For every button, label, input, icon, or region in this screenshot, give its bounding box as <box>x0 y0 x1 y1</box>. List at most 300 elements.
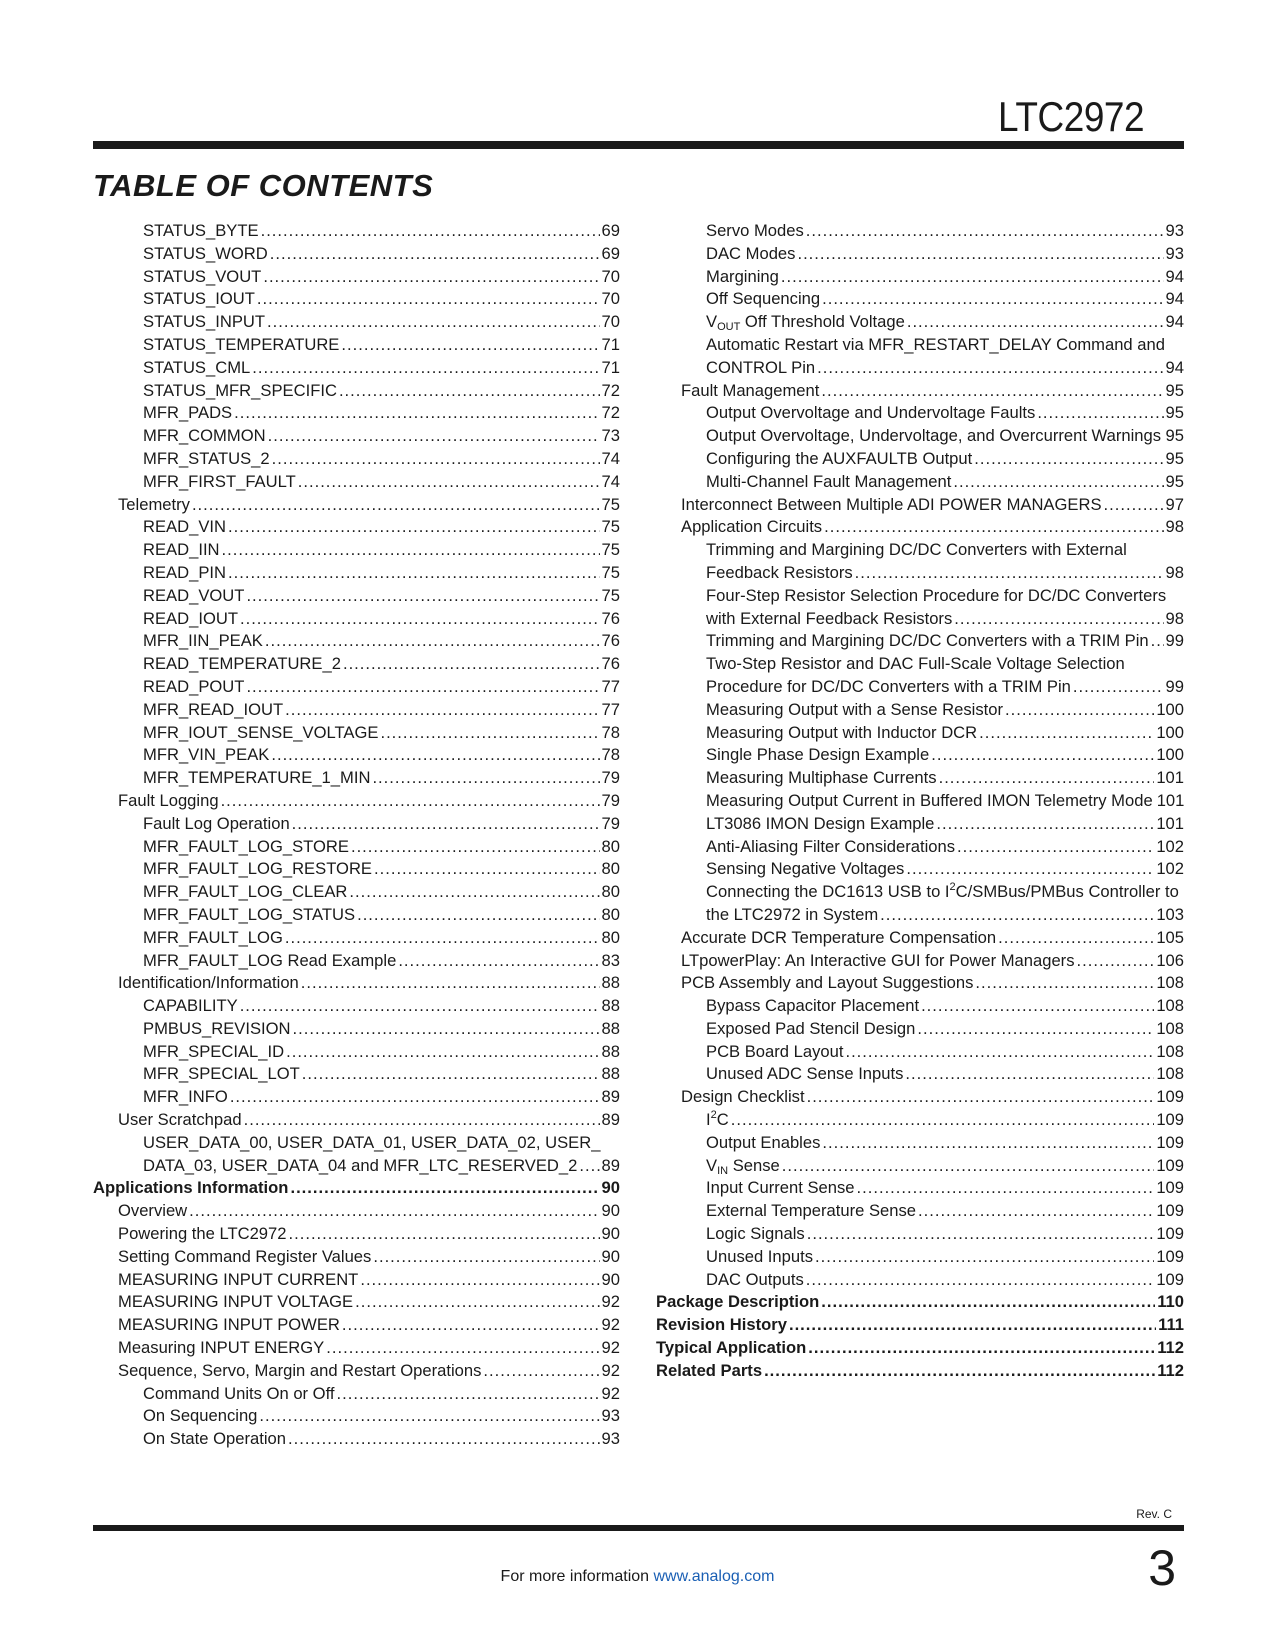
toc-entry[interactable] <box>93 950 620 973</box>
dot-leader <box>808 1337 1155 1360</box>
toc-entry[interactable] <box>93 1018 620 1041</box>
dot-leader <box>326 1337 599 1360</box>
toc-page-number: 79 <box>601 813 620 833</box>
toc-entry[interactable] <box>93 1337 620 1360</box>
toc-entry-title: Command Units On or Off <box>143 1383 335 1403</box>
toc-entry-title: MFR_SPECIAL_ID <box>143 1041 285 1061</box>
toc-entry[interactable] <box>656 1337 1184 1360</box>
toc-page-number: 88 <box>601 1018 620 1038</box>
dot-leader <box>351 836 600 859</box>
toc-entry[interactable] <box>93 653 620 676</box>
toc-entry[interactable] <box>93 904 620 927</box>
toc-entry[interactable] <box>93 858 620 881</box>
toc-entry[interactable] <box>93 1223 620 1246</box>
toc-entry[interactable] <box>93 243 620 266</box>
dot-leader <box>817 357 1163 380</box>
toc-entry[interactable] <box>656 1314 1184 1337</box>
footer-info <box>0 1568 1275 1586</box>
toc-entry[interactable] <box>93 881 620 904</box>
toc-entry[interactable] <box>93 494 620 517</box>
toc-entry[interactable] <box>93 311 620 334</box>
toc-entry[interactable] <box>656 311 1184 334</box>
toc-entry-title: Multi-Channel Fault Management <box>706 471 952 491</box>
toc-page-number: 77 <box>601 676 620 696</box>
toc-page-number: 80 <box>601 904 620 924</box>
dot-leader <box>855 562 1164 585</box>
toc-entry-title: Connecting the DC1613 USB to $I^2C/SMBus$/PMBus Controller to <box>706 881 1179 902</box>
toc-page-number: 111 <box>1158 1315 1184 1335</box>
footer-info-text: For more information <box>500 1568 654 1585</box>
toc-page-number: 88 <box>601 973 620 993</box>
toc-page-number: 90 <box>601 1246 620 1266</box>
dot-leader <box>806 220 1164 243</box>
dot-leader <box>921 995 1154 1018</box>
toc-entry[interactable] <box>93 1314 620 1337</box>
toc-entry[interactable] <box>93 608 620 631</box>
toc-entry[interactable] <box>656 1177 1184 1200</box>
toc-entry[interactable] <box>656 1155 1184 1178</box>
dot-leader <box>246 676 599 699</box>
dot-leader <box>821 1291 1155 1314</box>
toc-entry[interactable] <box>93 585 620 608</box>
toc-page-number: 90 <box>601 1224 620 1244</box>
toc-entry-title: MEASURING INPUT VOLTAGE <box>118 1292 354 1312</box>
toc-entry[interactable] <box>656 1086 1184 1109</box>
toc-entry[interactable] <box>93 630 620 653</box>
toc-entry-title: Revision History <box>656 1315 787 1335</box>
toc-entry-title: Logic Signals <box>706 1224 805 1244</box>
toc-page-number: 94 <box>1165 357 1184 377</box>
toc-page-number: 72 <box>601 403 620 423</box>
toc-page-number: 80 <box>601 836 620 856</box>
toc-entry[interactable] <box>93 699 620 722</box>
toc-entry[interactable] <box>656 790 1184 813</box>
toc-entry-title-continued: the LTC2972 in System <box>706 904 879 924</box>
toc-entry[interactable] <box>656 1200 1184 1223</box>
toc-entry-title: Input Current Sense <box>706 1178 855 1198</box>
toc-page-number: 95 <box>1165 380 1184 400</box>
toc-entry-title: Identification/Information <box>118 973 299 993</box>
toc-page-number: 93 <box>601 1429 620 1449</box>
toc-page-number: 76 <box>601 631 620 651</box>
toc-entry-title: Four-Step Resistor Selection Procedure for DC/DC Converters <box>706 585 1167 605</box>
dot-leader <box>845 1041 1154 1064</box>
toc-entry-title: Measuring Output Current in Buffered IMON Telemetry Mode <box>706 790 1153 810</box>
dot-leader <box>289 1223 600 1246</box>
toc-page-number: 101 <box>1156 813 1184 833</box>
toc-entry[interactable] <box>656 243 1184 266</box>
toc-entry[interactable] <box>93 562 620 585</box>
toc-entry[interactable] <box>656 1223 1184 1246</box>
dot-leader <box>270 243 600 266</box>
toc-entry[interactable] <box>93 1132 620 1178</box>
toc-page-number: 78 <box>601 722 620 742</box>
toc-entry-title: USER_DATA_00, USER_DATA_01, USER_DATA_02, USER_ <box>143 1132 601 1152</box>
toc-entry-title: Exposed Pad Stencil Design <box>706 1018 916 1038</box>
toc-entry-title: STATUS_MFR_SPECIFIC <box>143 380 337 400</box>
toc-entry[interactable] <box>656 448 1184 471</box>
toc-entry[interactable] <box>656 813 1184 836</box>
toc-page-number: 108 <box>1156 1064 1184 1084</box>
toc-entry-title: Configuring the AUXFAULTB Output <box>706 448 973 468</box>
toc-entry[interactable] <box>656 539 1184 585</box>
dot-leader <box>1037 402 1163 425</box>
toc-entry[interactable] <box>656 722 1184 745</box>
toc-entry[interactable] <box>93 995 620 1018</box>
toc-column-right <box>656 220 1184 1383</box>
toc-page-number: 90 <box>601 1269 620 1289</box>
toc-page-number: 109 <box>1156 1132 1184 1152</box>
toc-entry-title: External Temperature Sense <box>706 1201 916 1221</box>
dot-leader <box>579 1155 599 1178</box>
toc-entry-title: Measuring INPUT ENERGY <box>118 1338 325 1358</box>
toc-entry[interactable] <box>93 1041 620 1064</box>
dot-leader <box>252 357 599 380</box>
dot-leader <box>957 836 1154 859</box>
dot-leader <box>259 1405 599 1428</box>
toc-entry-title: READ_PIN <box>143 562 226 582</box>
dot-leader <box>1005 699 1154 722</box>
toc-page-number: 108 <box>1156 973 1184 993</box>
toc-entry-title: LTpowerPlay: An Interactive GUI for Power Managers <box>681 950 1075 970</box>
toc-page-number: 76 <box>601 608 620 628</box>
toc-entry[interactable] <box>656 699 1184 722</box>
toc-entry[interactable] <box>656 220 1184 243</box>
dot-leader <box>936 813 1154 836</box>
toc-entry[interactable] <box>656 266 1184 289</box>
dot-leader <box>257 288 600 311</box>
toc-page-number: 92 <box>601 1292 620 1312</box>
dot-leader <box>731 1109 1155 1132</box>
toc-entry[interactable] <box>656 744 1184 767</box>
toc-page-number: 90 <box>601 1178 620 1198</box>
toc-entry-title: Package Description <box>656 1292 820 1312</box>
toc-entry[interactable] <box>656 858 1184 881</box>
toc-page-number: 108 <box>1156 1018 1184 1038</box>
toc-entry[interactable] <box>93 357 620 380</box>
toc-entry[interactable] <box>93 790 620 813</box>
toc-entry[interactable] <box>656 836 1184 859</box>
toc-entry-title: Off Sequencing <box>706 289 821 309</box>
toc-entry-title: Measuring Output with a Sense Resistor <box>706 699 1003 719</box>
dot-leader <box>782 1155 1155 1178</box>
toc-page-number: 74 <box>601 448 620 468</box>
toc-entry-title: Bypass Capacitor Placement <box>706 996 920 1016</box>
toc-page-number: 109 <box>1156 1269 1184 1289</box>
dot-leader <box>807 1086 1155 1109</box>
dot-leader <box>822 1132 1154 1155</box>
toc-entry[interactable] <box>656 927 1184 950</box>
toc-entry[interactable] <box>656 516 1184 539</box>
dot-leader <box>263 266 599 289</box>
toc-entry[interactable] <box>93 1383 620 1406</box>
dot-leader <box>372 767 599 790</box>
toc-entry-title: STATUS_TEMPERATURE <box>143 334 340 354</box>
toc-entry-title: DAC Outputs <box>706 1269 804 1289</box>
toc-entry-title: Fault Management <box>681 380 820 400</box>
toc-entry[interactable] <box>656 402 1184 425</box>
toc-page-number: 108 <box>1156 1041 1184 1061</box>
toc-entry-title: Accurate DCR Temperature Compensation <box>681 927 997 947</box>
dot-leader <box>380 722 599 745</box>
dot-leader <box>240 995 600 1018</box>
toc-page-number: 97 <box>1165 494 1184 514</box>
toc-page-number: 99 <box>1165 631 1184 651</box>
toc-entry-title: Setting Command Register Values <box>118 1246 372 1266</box>
toc-page-number: 102 <box>1156 859 1184 879</box>
toc-entry[interactable] <box>656 1132 1184 1155</box>
dot-leader <box>222 539 600 562</box>
dot-leader <box>272 448 600 471</box>
toc-entry[interactable] <box>93 1177 620 1200</box>
dot-leader <box>824 516 1163 539</box>
dot-leader <box>288 1428 600 1451</box>
toc-entry-title: Trimming and Margining DC/DC Converters with External <box>706 540 1127 560</box>
toc-entry-title: Fault Logging <box>118 790 219 810</box>
toc-page-number: 88 <box>601 1041 620 1061</box>
toc-entry-title: MFR_FIRST_FAULT <box>143 471 296 491</box>
toc-entry[interactable] <box>656 950 1184 973</box>
toc-entry[interactable] <box>656 630 1184 653</box>
toc-page-number: 69 <box>601 243 620 263</box>
toc-page-number: 98 <box>1165 608 1184 628</box>
toc-page-number: 78 <box>601 745 620 765</box>
dot-leader <box>337 1383 600 1406</box>
dot-leader <box>265 630 600 653</box>
toc-page-number: 100 <box>1156 722 1184 742</box>
dot-leader <box>1151 630 1164 653</box>
footer-rule <box>93 1525 1184 1531</box>
toc-entry-title: On State Operation <box>143 1429 286 1449</box>
toc-entry[interactable] <box>93 288 620 311</box>
toc-page-number: 71 <box>601 357 620 377</box>
toc-entry[interactable] <box>93 1109 620 1132</box>
toc-entry[interactable] <box>656 995 1184 1018</box>
toc-entry[interactable] <box>93 471 620 494</box>
toc-entry[interactable] <box>93 1086 620 1109</box>
toc-entry[interactable] <box>93 767 620 790</box>
dot-leader <box>360 1269 599 1292</box>
toc-entry-title: LT3086 IMON Design Example <box>706 813 935 833</box>
revision-label: Rev. C <box>1136 1507 1172 1521</box>
toc-page-number: 93 <box>1165 221 1184 240</box>
dot-leader <box>240 608 600 631</box>
toc-entry-title: Automatic Restart via MFR_RESTART_DELAY Command and <box>706 334 1165 354</box>
toc-entry[interactable] <box>93 266 620 289</box>
dot-leader <box>975 972 1154 995</box>
toc-page-number: 100 <box>1156 699 1184 719</box>
toc-entry-title: MEASURING INPUT POWER <box>118 1315 340 1335</box>
toc-entry[interactable] <box>656 1269 1184 1292</box>
toc-entry-title: MFR_FAULT_LOG_CLEAR <box>143 882 348 902</box>
toc-page-number: 70 <box>601 266 620 286</box>
dot-leader <box>483 1360 599 1383</box>
toc-entry[interactable] <box>93 972 620 995</box>
toc-entry[interactable] <box>93 448 620 471</box>
toc-entry-title: MFR_FAULT_LOG_STORE <box>143 836 349 856</box>
toc-entry[interactable] <box>93 1063 620 1086</box>
toc-page-number: 95 <box>1165 403 1184 423</box>
toc-entry-title: Unused ADC Sense Inputs <box>706 1064 904 1084</box>
toc-entry-title: Trimming and Margining DC/DC Converters with a TRIM Pin <box>706 631 1149 651</box>
toc-entry[interactable] <box>656 425 1184 448</box>
dot-leader <box>228 516 600 539</box>
dot-leader <box>974 448 1163 471</box>
toc-entry[interactable] <box>93 1360 620 1383</box>
toc-entry-title: READ_VOUT <box>143 585 245 605</box>
toc-page-number: 77 <box>601 699 620 719</box>
toc-entry[interactable] <box>93 220 620 243</box>
toc-entry[interactable] <box>93 1405 620 1428</box>
toc-entry[interactable] <box>656 1291 1184 1314</box>
toc-page-number: 98 <box>1165 517 1184 537</box>
toc-entry-title: Output Overvoltage, Undervoltage, and Overcurrent Warnings <box>706 426 1162 446</box>
toc-page-number: 94 <box>1165 266 1184 286</box>
toc-page-number: 94 <box>1165 289 1184 309</box>
toc-page-number: 79 <box>601 768 620 788</box>
dot-leader <box>230 1086 600 1109</box>
toc-entry[interactable] <box>93 722 620 745</box>
toc-entry[interactable] <box>656 334 1184 380</box>
toc-entry[interactable] <box>656 1018 1184 1041</box>
toc-entry[interactable] <box>93 676 620 699</box>
toc-entry[interactable] <box>93 1428 620 1451</box>
toc-page-number: 70 <box>601 312 620 332</box>
dot-leader <box>1073 676 1164 699</box>
toc-entry-title: User Scratchpad <box>118 1110 242 1130</box>
dot-leader <box>244 1109 600 1132</box>
dot-leader <box>815 1246 1154 1269</box>
dot-leader <box>285 699 599 722</box>
dot-leader <box>1163 425 1164 448</box>
toc-entry[interactable] <box>93 1200 620 1223</box>
toc-entry-title: MFR_INFO <box>143 1087 228 1107</box>
toc-page-number: 112 <box>1157 1360 1184 1380</box>
toc-entry-title: PCB Board Layout <box>706 1041 844 1061</box>
toc-entry[interactable] <box>656 1109 1184 1132</box>
toc-entry[interactable] <box>656 972 1184 995</box>
toc-entry-title: STATUS_BYTE <box>143 221 259 240</box>
toc-entry[interactable] <box>656 585 1184 631</box>
toc-entry[interactable] <box>93 744 620 767</box>
toc-entry-title: STATUS_IOUT <box>143 289 255 309</box>
dot-leader <box>342 1314 600 1337</box>
toc-entry-title-continued: with External Feedback Resistors <box>706 608 953 628</box>
dot-leader <box>939 767 1155 790</box>
toc-entry[interactable] <box>656 1041 1184 1064</box>
toc-page-number: 101 <box>1156 768 1184 788</box>
toc-entry[interactable] <box>656 653 1184 699</box>
dot-leader <box>298 471 600 494</box>
toc-entry[interactable] <box>656 471 1184 494</box>
toc-entry[interactable] <box>656 881 1184 927</box>
toc-entry[interactable] <box>93 402 620 425</box>
toc-page-number: 69 <box>601 221 620 240</box>
toc-entry[interactable] <box>93 836 620 859</box>
toc-entry-title: STATUS_WORD <box>143 243 268 263</box>
dot-leader <box>1077 950 1155 973</box>
toc-page-number: 102 <box>1156 836 1184 856</box>
toc-page-number: 101 <box>1156 790 1184 810</box>
toc-page-number: 109 <box>1156 1246 1184 1266</box>
toc-entry-title-continued: Feedback Resistors <box>706 562 853 582</box>
toc-entry-title-continued: CONTROL Pin <box>706 357 816 377</box>
toc-entry[interactable] <box>93 1246 620 1269</box>
toc-page-number: 98 <box>1165 562 1184 582</box>
dot-leader <box>907 311 1164 334</box>
toc-entry[interactable] <box>656 288 1184 311</box>
toc-entry[interactable] <box>93 927 620 950</box>
dot-leader <box>797 243 1163 266</box>
toc-page-number: 80 <box>601 859 620 879</box>
toc-page-number: 80 <box>601 927 620 947</box>
toc-entry-title-continued: DATA_03, USER_DATA_04 and MFR_LTC_RESERVED_2 <box>143 1155 578 1175</box>
toc-entry[interactable] <box>93 516 620 539</box>
dot-leader <box>906 858 1154 881</box>
toc-entry-title: Servo Modes <box>706 221 804 240</box>
toc-page-number: 106 <box>1156 950 1184 970</box>
toc-entry-title: On Sequencing <box>143 1406 258 1426</box>
dot-leader <box>918 1200 1154 1223</box>
toc-entry-title: Margining <box>706 266 779 286</box>
toc-page-number: 95 <box>1165 448 1184 468</box>
toc-entry[interactable] <box>656 1063 1184 1086</box>
dot-leader <box>293 1018 600 1041</box>
toc-entry[interactable] <box>93 1291 620 1314</box>
dot-leader <box>373 1246 599 1269</box>
dot-leader <box>271 744 599 767</box>
dot-leader <box>806 1269 1155 1292</box>
toc-entry[interactable] <box>93 539 620 562</box>
toc-page-number: 109 <box>1156 1155 1184 1175</box>
toc-entry[interactable] <box>656 380 1184 403</box>
toc-entry[interactable] <box>93 334 620 357</box>
toc-entry[interactable] <box>656 1246 1184 1269</box>
dot-leader <box>781 266 1164 289</box>
toc-page-number: 75 <box>601 517 620 537</box>
toc-entry[interactable] <box>656 767 1184 790</box>
dot-leader <box>917 1018 1154 1041</box>
toc-entry-title: Sensing Negative Voltages <box>706 859 905 879</box>
toc-page-number: 89 <box>601 1087 620 1107</box>
toc-page-number: 109 <box>1156 1224 1184 1244</box>
toc-entry[interactable] <box>93 813 620 836</box>
toc-page-number: 100 <box>1156 745 1184 765</box>
dot-leader <box>189 1200 599 1223</box>
toc-entry-title: Powering the LTC2972 <box>118 1224 287 1244</box>
toc-entry-title: READ_POUT <box>143 676 245 696</box>
toc-entry-title: $V_{IN}$ Sense <box>706 1155 780 1177</box>
toc-entry[interactable] <box>656 1360 1184 1383</box>
toc-entry[interactable] <box>93 380 620 403</box>
toc-entry-title: CAPABILITY <box>143 996 238 1016</box>
dot-leader <box>343 653 600 676</box>
toc-page-number: 79 <box>601 790 620 810</box>
toc-entry[interactable] <box>93 425 620 448</box>
toc-page-number: 74 <box>601 471 620 491</box>
toc-entry-title: MFR_PADS <box>143 403 233 423</box>
toc-page-number: 95 <box>1165 471 1184 491</box>
footer-link[interactable]: www.analog.com <box>653 1568 775 1585</box>
toc-entry-title: MFR_TEMPERATURE_1_MIN <box>143 768 371 788</box>
toc-page-number: 88 <box>601 996 620 1016</box>
toc-entry[interactable] <box>656 494 1184 517</box>
toc-entry-title: PMBUS_REVISION <box>143 1018 291 1038</box>
toc-page-number: 92 <box>601 1383 620 1403</box>
toc-entry[interactable] <box>93 1269 620 1292</box>
toc-entry-title: Sequence, Servo, Margin and Restart Operations <box>118 1360 482 1380</box>
toc-entry-title: MFR_IIN_PEAK <box>143 631 263 651</box>
